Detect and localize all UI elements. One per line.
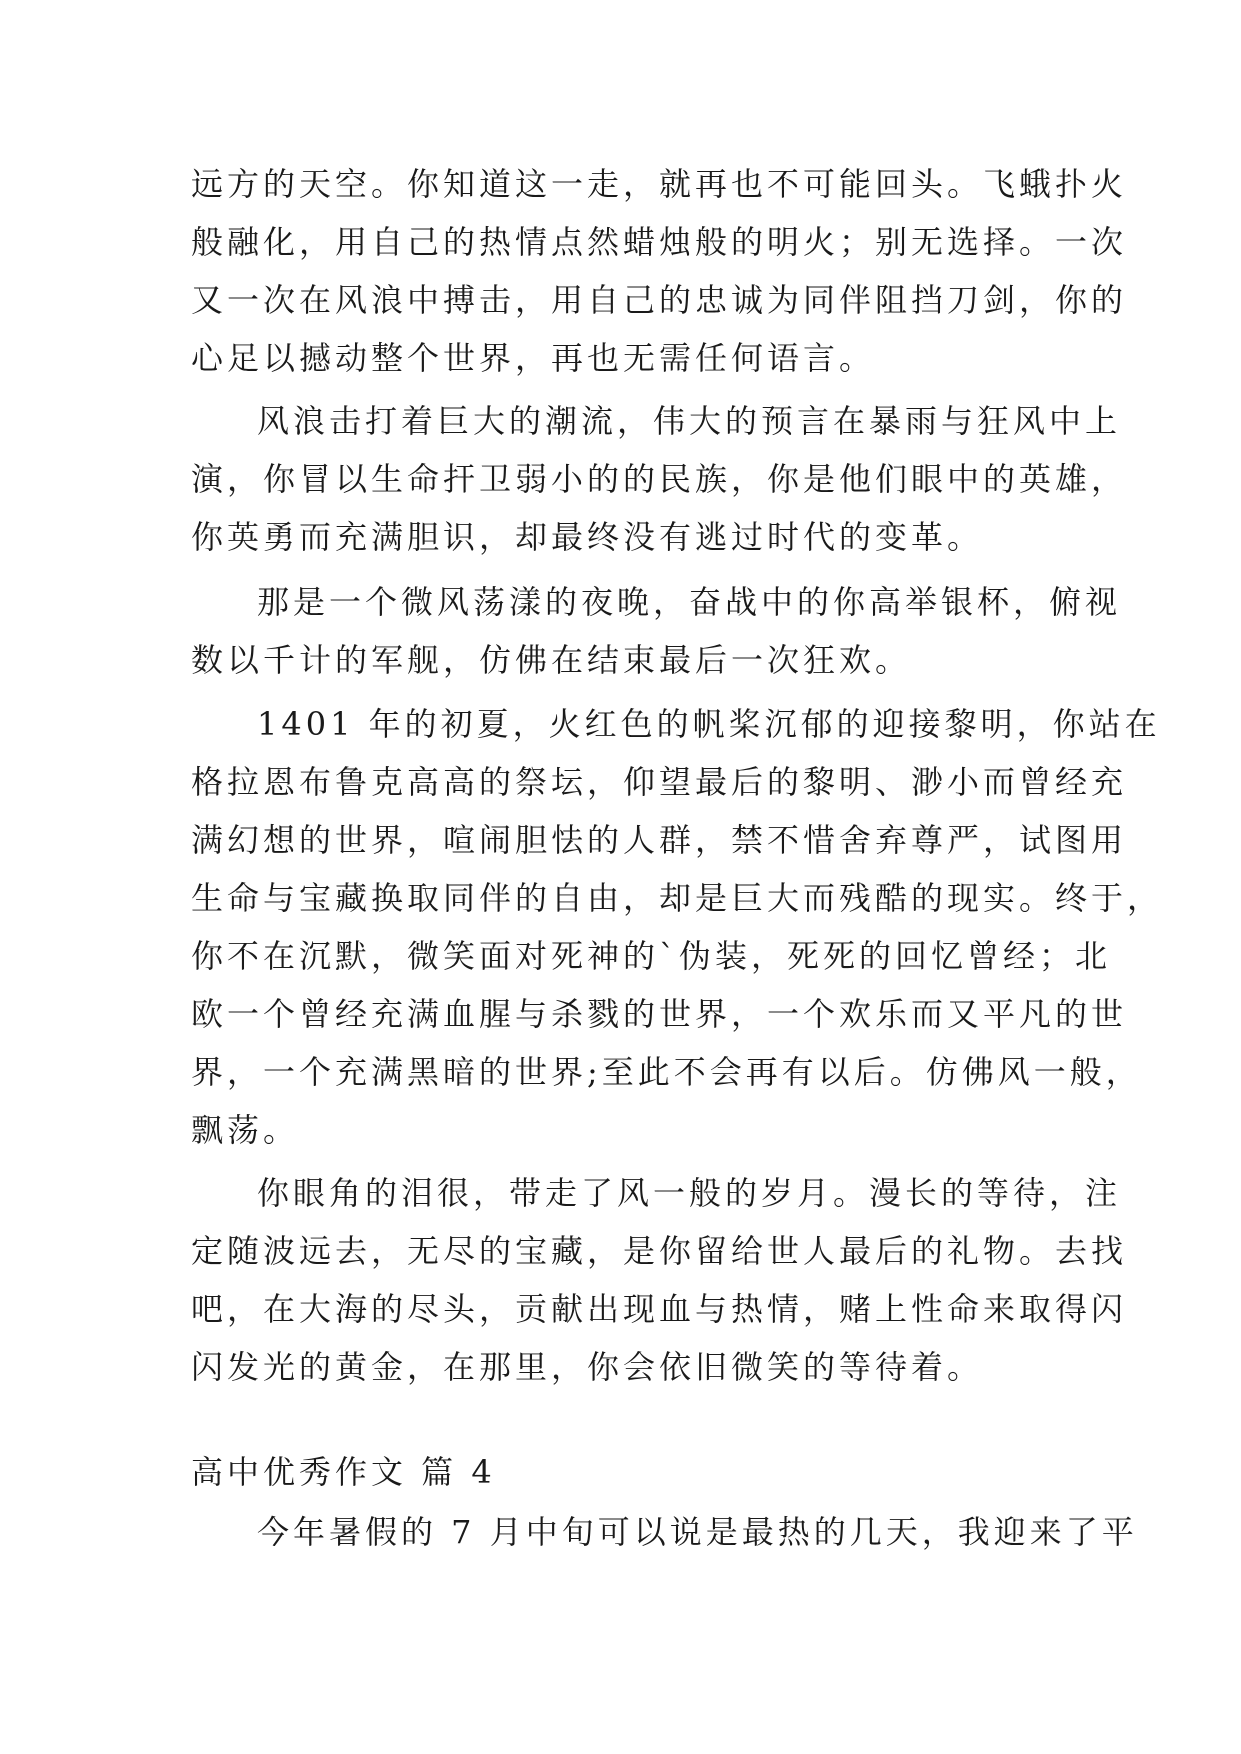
paragraph-line: 今年暑假的 7 月中旬可以说是最热的几天，我迎来了平: [257, 1513, 1138, 1551]
paragraph-line: 定随波远去，无尽的宝藏，是你留给世人最后的礼物。去找: [191, 1232, 1128, 1270]
paragraph-line: 吧，在大海的尽头，贡献出现血与热情，赌上性命来取得闪: [191, 1290, 1128, 1328]
paragraph-line: 远方的天空。你知道这一走，就再也不可能回头。飞蛾扑火: [191, 165, 1128, 203]
paragraph-line: 界，一个充满黑暗的世界;至此不会再有以后。仿佛风一般，: [191, 1053, 1142, 1091]
paragraph-line: 闪发光的黄金，在那里，你会依旧微笑的等待着。: [191, 1348, 984, 1386]
paragraph-line: 心足以撼动整个世界，再也无需任何语言。: [191, 339, 876, 377]
paragraph-line: 般融化，用自己的热情点然蜡烛般的明火；别无选择。一次: [191, 223, 1128, 261]
section-heading: 高中优秀作文 篇 4: [191, 1453, 496, 1491]
paragraph-line: 欧一个曾经充满血腥与杀戮的世界，一个欢乐而又平凡的世: [191, 995, 1128, 1033]
paragraph-line: 满幻想的世界，喧闹胆怯的人群，禁不惜舍弃尊严，试图用: [191, 821, 1128, 859]
paragraph-line: 演，你冒以生命扞卫弱小的的民族，你是他们眼中的英雄，: [191, 460, 1128, 498]
paragraph-line: 生命与宝藏换取同伴的自由，却是巨大而残酷的现实。终于，: [191, 879, 1164, 917]
paragraph-line: 又一次在风浪中搏击，用自己的忠诚为同伴阻挡刀剑，你的: [191, 281, 1128, 319]
paragraph-line: 你眼角的泪很，带走了风一般的岁月。漫长的等待，注: [257, 1174, 1122, 1212]
paragraph-line: 格拉恩布鲁克高高的祭坛，仰望最后的黎明、渺小而曾经充: [191, 763, 1128, 801]
paragraph-line: 风浪击打着巨大的潮流，伟大的预言在暴雨与狂风中上: [257, 402, 1122, 440]
paragraph-line: 那是一个微风荡漾的夜晚，奋战中的你高举银杯，俯视: [257, 583, 1122, 621]
paragraph-line: 1401 年的初夏，火红色的帆桨沉郁的迎接黎明，你站在: [257, 705, 1161, 743]
paragraph-line: 数以千计的军舰，仿佛在结束最后一次狂欢。: [191, 641, 912, 679]
paragraph-line: 你英勇而充满胆识，却最终没有逃过时代的变革。: [191, 518, 984, 556]
paragraph-line: 你不在沉默，微笑面对死神的`伪装，死死的回忆曾经；北: [191, 937, 1112, 975]
paragraph-line: 飘荡。: [191, 1111, 300, 1149]
